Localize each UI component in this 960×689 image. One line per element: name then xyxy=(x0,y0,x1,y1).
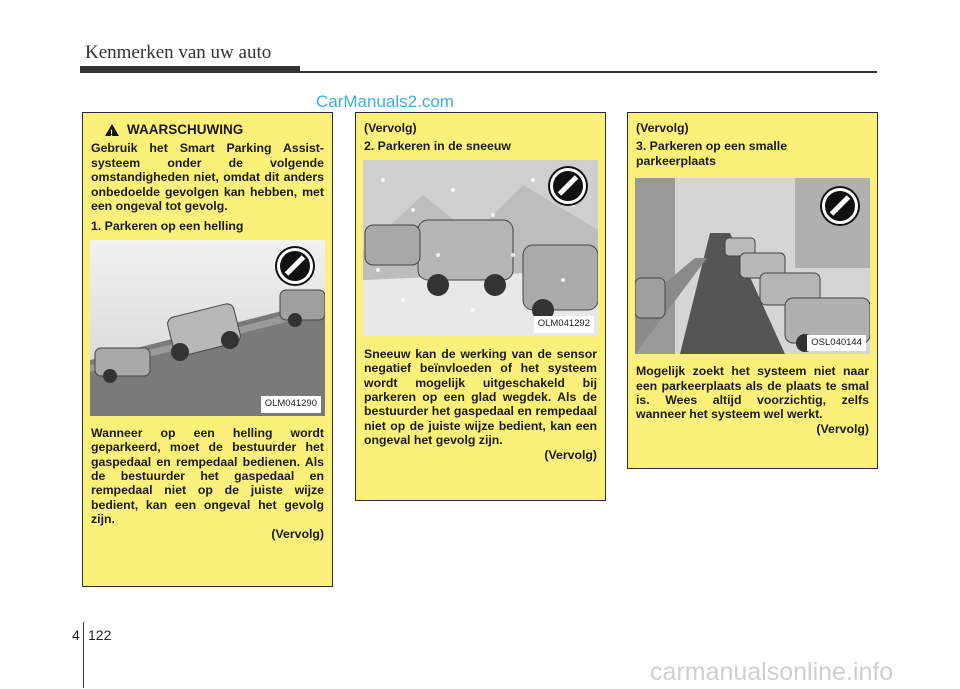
continued-top-label: (Vervolg) xyxy=(636,121,689,135)
warning-intro: Gebruik het Smart Parking Assist-systeem onder de volgende omstandigheden niet, omdat dit anders onbedoelde gevolgen kan hebben, met een ongeval tot gevolg. xyxy=(91,141,324,214)
continued-label: (Vervolg) xyxy=(271,526,324,541)
continued-label: (Vervolg) xyxy=(544,447,597,462)
prohibited-icon xyxy=(277,248,313,284)
warning-panel-slope xyxy=(82,112,333,587)
body-text-narrow: Mogelijk zoekt het systeem niet naar een parkeerplaats als de plaats te smal is. Wees altijd voorzichtig, zelfs wanneer het systeem wel werkt. xyxy=(636,364,869,422)
warning-heading xyxy=(105,123,324,137)
continued-top-label: (Vervolg) xyxy=(364,121,417,135)
footer-divider xyxy=(83,622,84,688)
image-code: OLM041290 xyxy=(261,396,321,412)
body-text-snow: Sneeuw kan de werking van de sensor negatief beïnvloeden of het systeem wordt mogelijk uitgeschakeld bij parkeren op een glad wegdek. Als de bestuurder het gaspedaal en rempedaal niet op de juiste wijze bedient, kan een ongeval het gevolg zijn. xyxy=(364,346,597,448)
image-code: OLM041292 xyxy=(534,316,594,332)
panel-narrow-space xyxy=(627,112,878,469)
watermark-top: CarManuals2.com xyxy=(316,92,454,111)
illustration-slope xyxy=(90,240,325,416)
header-rule xyxy=(80,71,877,73)
image-code: OSL040144 xyxy=(807,335,866,351)
page-header-title: Kenmerken van uw auto xyxy=(85,42,272,63)
item-title-narrow: 3. Parkeren op een smalle parkeerplaats xyxy=(636,139,788,168)
panel-snow xyxy=(355,112,606,501)
page-number: 122 xyxy=(88,627,112,643)
warning-triangle-icon: ! xyxy=(105,124,119,136)
prohibited-icon xyxy=(822,188,858,224)
item-title-slope: 1. Parkeren op een helling xyxy=(91,219,244,234)
chapter-number: 4 xyxy=(72,627,80,643)
body-text-slope: Wanneer op een helling wordt geparkeerd, moet de bestuurder het gaspedaal en rempedaal bedienen. Als de bestuurder het gaspedaal en rempedaal niet op de juiste wijze bedient, kan een ongeval het gevolg zijn. xyxy=(91,425,324,527)
illustration-narrow xyxy=(635,178,870,354)
watermark-bottom: carmanualsonline.info xyxy=(650,658,894,686)
continued-label: (Vervolg) xyxy=(816,421,869,436)
item-title-snow: 2. Parkeren in de sneeuw xyxy=(364,139,511,154)
warning-title: WAARSCHUWING xyxy=(127,122,244,137)
illustration-snow xyxy=(363,160,598,336)
prohibited-icon xyxy=(550,168,586,204)
